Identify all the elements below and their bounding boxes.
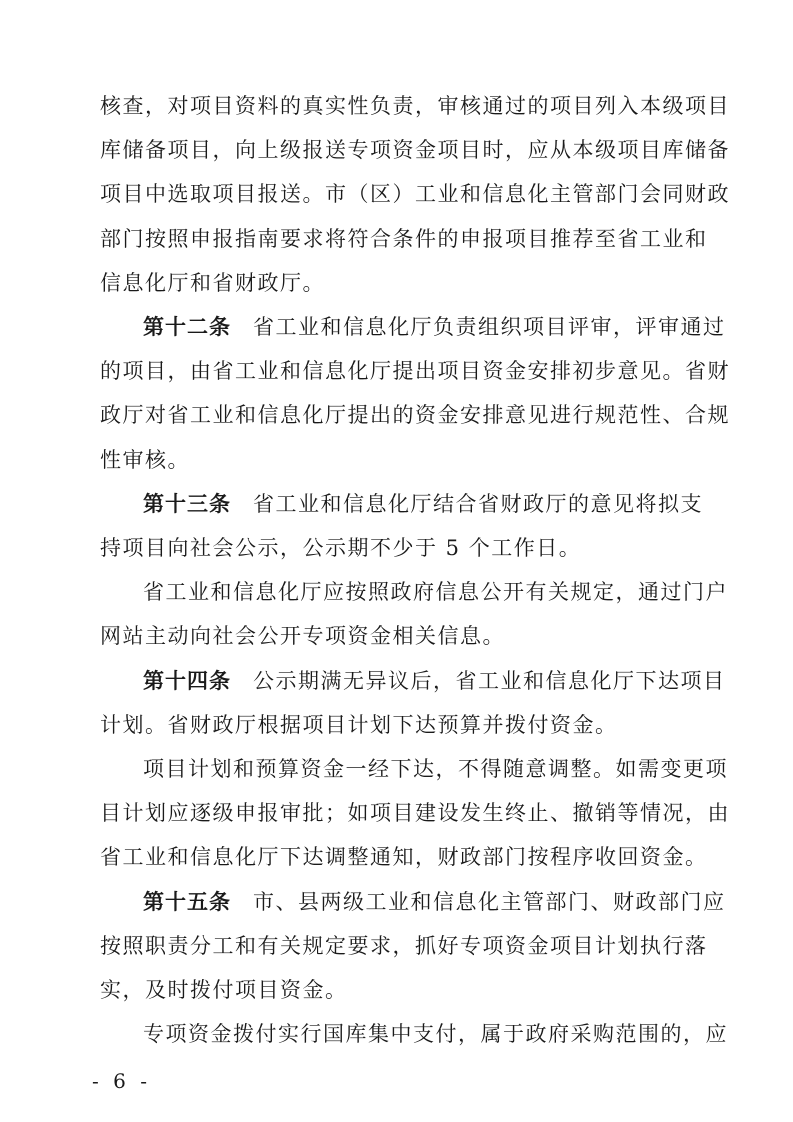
text-line: 网站主动向社会公开专项资金相关信息。 xyxy=(100,624,505,649)
article-13-first-line xyxy=(143,484,703,524)
text-line: 目计划应逐级申报审批；如项目建设发生终止、撤销等情况，由 xyxy=(100,801,730,826)
text-span: 省工业和信息化厅结合省财政厅的意见将拟支 xyxy=(253,491,703,516)
text-line: 项目计划和预算资金一经下达，不得随意调整。如需变更项 xyxy=(143,757,728,781)
article-12-first-line xyxy=(143,307,726,347)
text-span: 市、县两级工业和信息化主管部门、财政部门应 xyxy=(253,889,726,914)
text-line: 省工业和信息化厅下达调整通知，财政部门按程序收回资金。 xyxy=(100,845,708,870)
text-line: 库储备项目，向上级报送专项资金项目时，应从本级项目库储备 xyxy=(100,138,730,163)
text-line: 核查，对项目资料的真实性负责，审核通过的项目列入本级项目 xyxy=(100,94,730,118)
text-line: 按照职责分工和有关规定要求，抓好专项资金项目计划执行落 xyxy=(100,933,708,958)
text-line: 省工业和信息化厅应按照政府信息公开有关规定，通过门户 xyxy=(143,580,728,605)
article-15-first-line xyxy=(143,882,726,922)
text-line: 的项目，由省工业和信息化厅提出项目资金安排初步意见。省财 xyxy=(100,359,730,384)
text-line: 部门按照申报指南要求将符合条件的申报项目推荐至省工业和 xyxy=(100,226,708,251)
article-heading: 第十二条 xyxy=(143,315,231,339)
text-line: 信息化厅和省财政厅。 xyxy=(100,270,325,295)
article-heading: 第十四条 xyxy=(143,668,231,693)
article-heading: 第十五条 xyxy=(143,889,231,914)
text-line: 实，及时拨付项目资金。 xyxy=(100,978,348,1002)
text-line: 持项目向社会公示，公示期不少于 5 个工作日。 xyxy=(100,536,582,560)
text-span: 省工业和信息化厅负责组织项目评审，评审通过 xyxy=(253,315,726,339)
text-line: 专项资金拨付实行国库集中支付，属于政府采购范围的，应 xyxy=(143,1022,728,1047)
page-number: - 6 - xyxy=(92,1069,151,1094)
text-line: 计划。省财政厅根据项目计划下达预算并拨付资金。 xyxy=(100,712,618,737)
text-line: 政厅对省工业和信息化厅提出的资金安排意见进行规范性、合规 xyxy=(100,403,730,428)
article-14-first-line xyxy=(143,661,726,701)
text-line: 项目中选取项目报送。市（区）工业和信息化主管部门会同财政 xyxy=(100,182,730,207)
article-heading: 第十三条 xyxy=(143,491,231,516)
text-span: 公示期满无异议后，省工业和信息化厅下达项目 xyxy=(253,668,726,693)
text-line: 性审核。 xyxy=(100,447,190,472)
